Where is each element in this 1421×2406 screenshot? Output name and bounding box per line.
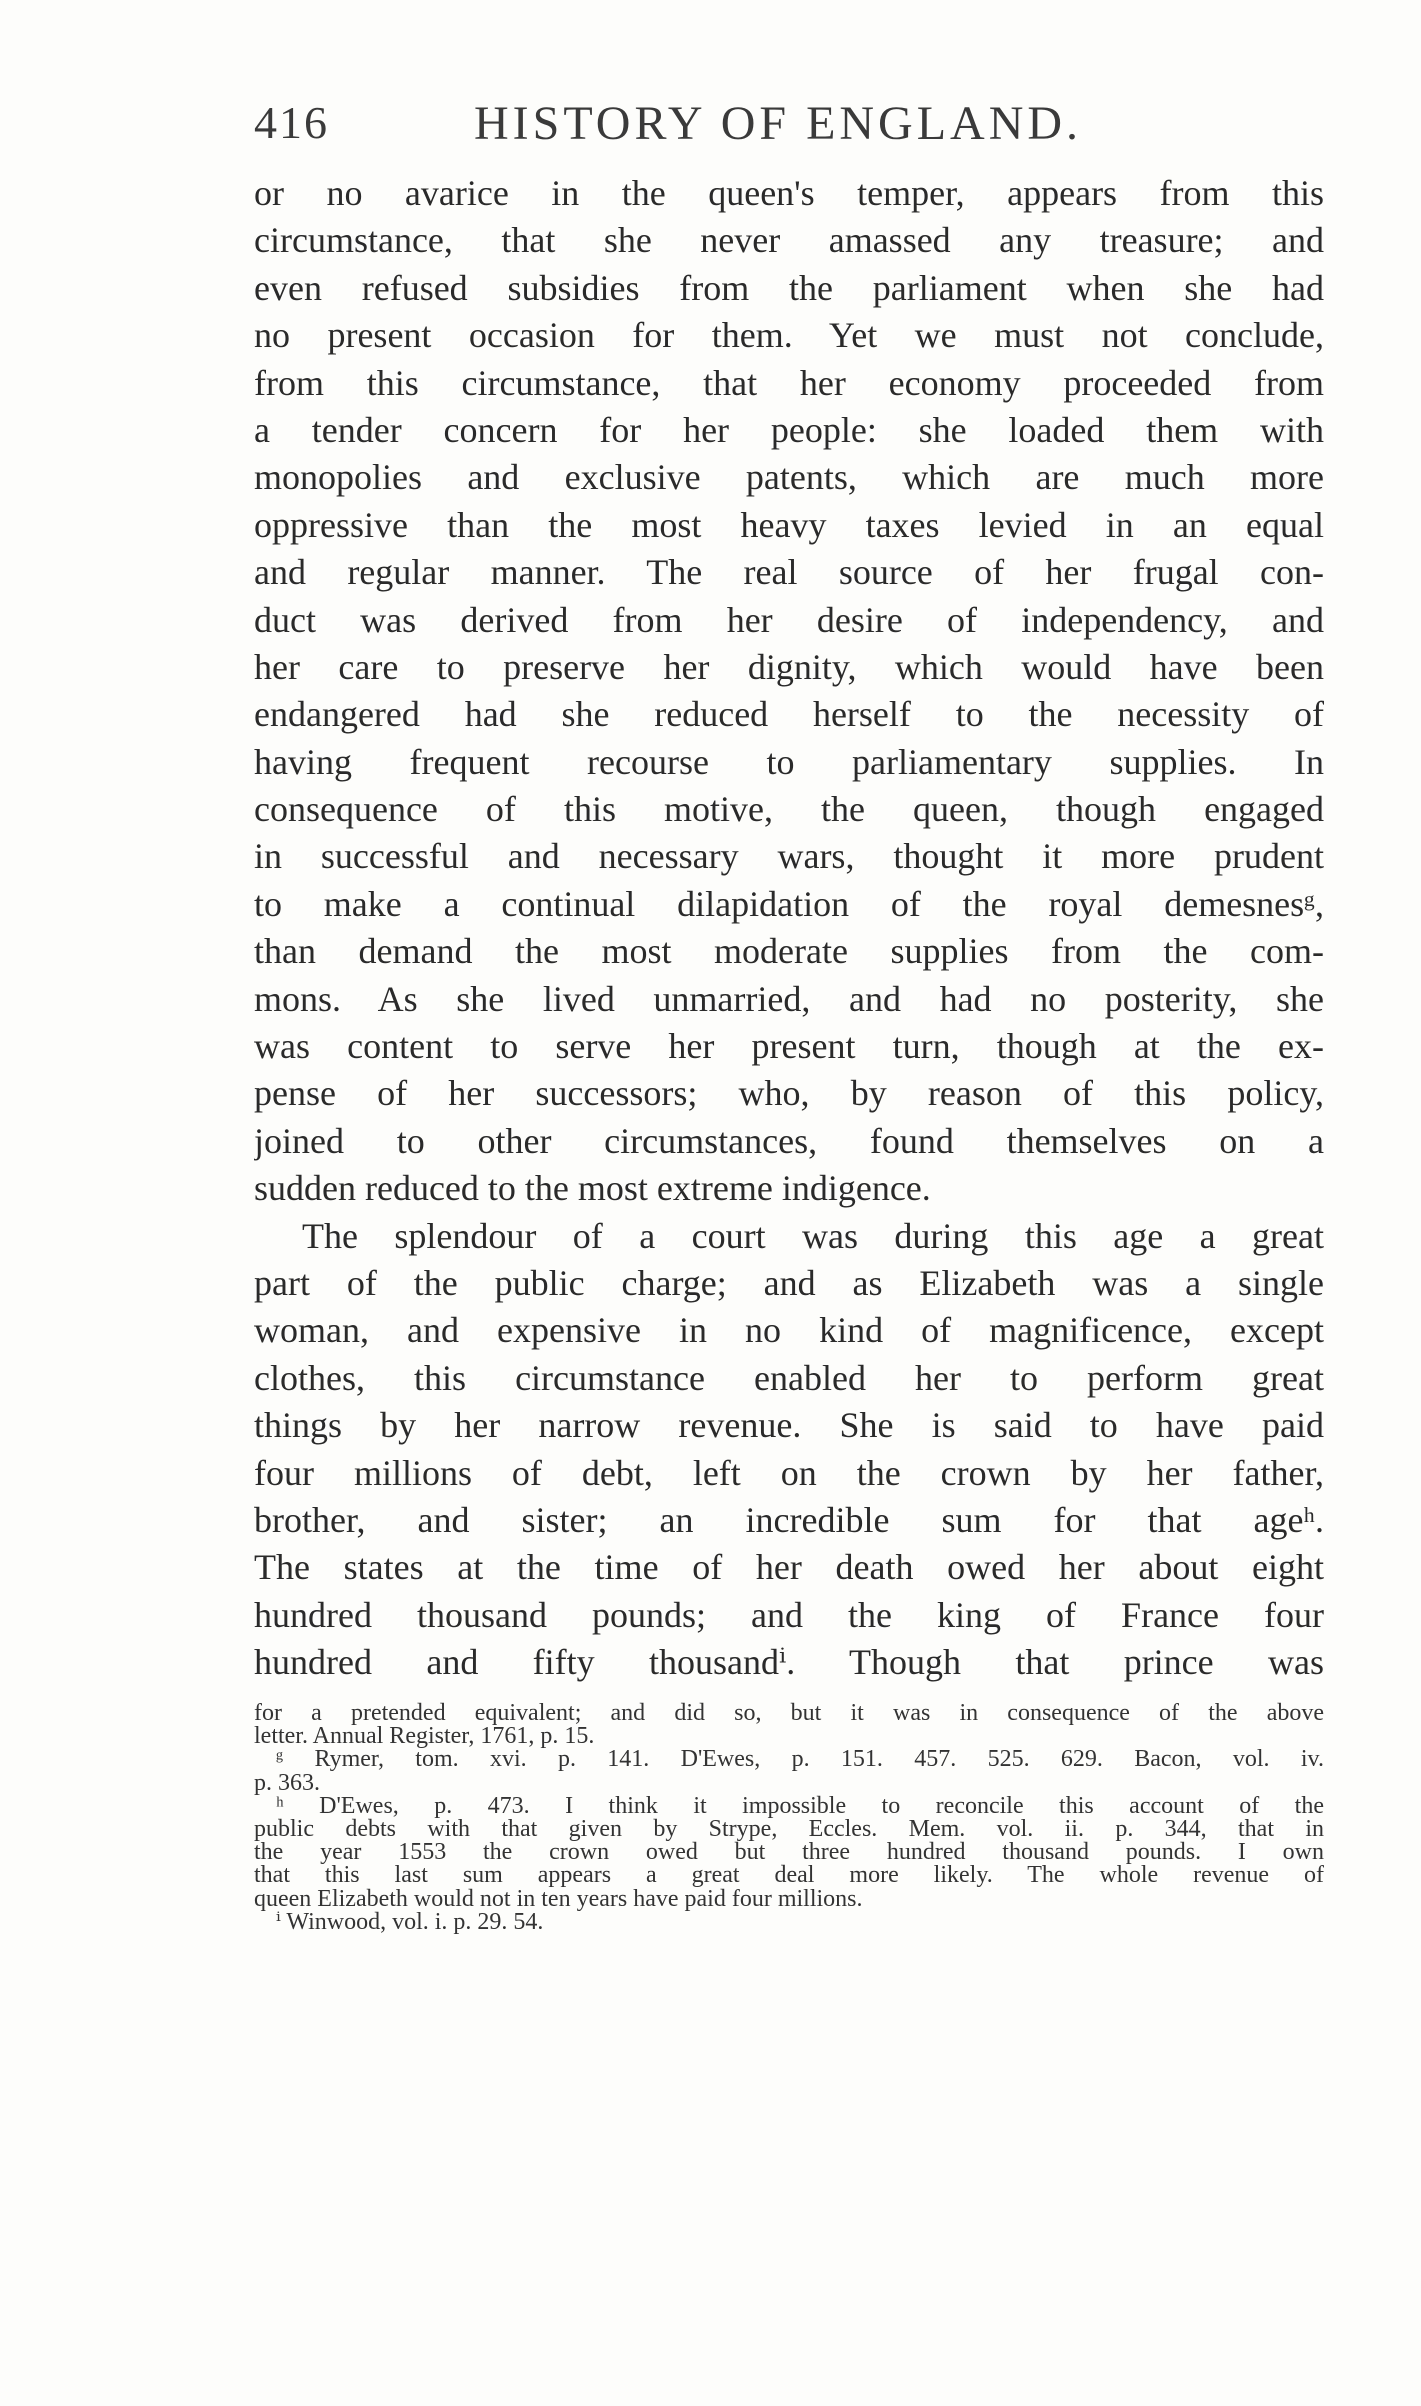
body-line: The splendour of a court was during this age a great — [302, 1215, 1324, 1256]
body-line: pense of her successors; who, by reason of this policy, — [254, 1073, 1324, 1114]
body-line: oppressive than the most heavy taxes levied in an equal — [254, 504, 1324, 545]
body-line: hundred thousand pounds; and the king of France four — [254, 1594, 1324, 1635]
footnotes — [254, 1702, 1324, 1934]
footnote-line: ⁱ Winwood, vol. i. p. 29. 54. — [276, 1910, 544, 1934]
body-line: hundred and fifty thousandⁱ. Though that prince was — [254, 1642, 1324, 1683]
body-line: a tender concern for her people: she loaded them with — [254, 409, 1324, 450]
footnote-line: queen Elizabeth would not in ten years have paid four millions. — [254, 1887, 863, 1911]
body-line: woman, and expensive in no kind of magnificence, except — [254, 1310, 1324, 1351]
footnote-line: for a pretended equivalent; and did so, but it was in consequence of the above — [254, 1702, 1324, 1726]
footnote-line: ᵍ Rymer, tom. xvi. p. 141. D'Ewes, p. 151. 457. 525. 629. Bacon, vol. iv. — [276, 1748, 1324, 1772]
body-line: mons. As she lived unmarried, and had no posterity, she — [254, 978, 1324, 1019]
page-header — [254, 96, 1334, 166]
body-line: in successful and necessary wars, thought it more prudent — [254, 836, 1324, 877]
body-line: brother, and sister; an incredible sum for that ageʰ. — [254, 1499, 1324, 1540]
body-line: having frequent recourse to parliamentary supplies. In — [254, 741, 1324, 782]
footnote-line: public debts with that given by Strype, Eccles. Mem. vol. ii. p. 344, that in — [254, 1817, 1324, 1842]
footnote-line: p. 363. — [254, 1771, 320, 1795]
body-line: part of the public charge; and as Elizabeth was a single — [254, 1262, 1324, 1303]
footnote-line: ʰ D'Ewes, p. 473. I think it impossible to reconcile this account of the — [276, 1794, 1324, 1818]
body-line: clothes, this circumstance enabled her to perform great — [254, 1357, 1324, 1398]
body-line: joined to other circumstances, found themselves on a — [254, 1120, 1324, 1161]
body-line: than demand the most moderate supplies from the com- — [254, 931, 1324, 972]
body-line: was content to serve her present turn, though at the ex- — [254, 1026, 1324, 1067]
body-line: sudden reduced to the most extreme indigence. — [254, 1168, 931, 1209]
body-line: consequence of this motive, the queen, though engaged — [254, 789, 1324, 830]
page-number: 416 — [254, 97, 329, 148]
body-line: four millions of debt, left on the crown by her father, — [254, 1452, 1324, 1493]
footnote-line: letter. Annual Register, 1761, p. 15. — [254, 1725, 595, 1749]
body-line: circumstance, that she never amassed any treasure; and — [254, 220, 1324, 261]
body-text — [254, 170, 1324, 1687]
body-line: endangered had she reduced herself to the necessity of — [254, 694, 1324, 735]
body-line: her care to preserve her dignity, which would have been — [254, 646, 1324, 687]
body-line: to make a continual dilapidation of the royal demesnesᵍ, — [254, 883, 1324, 924]
body-line: monopolies and exclusive patents, which are much more — [254, 457, 1324, 498]
body-line: things by her narrow revenue. She is said to have paid — [254, 1405, 1324, 1446]
body-line: or no avarice in the queen's temper, appears from this — [254, 173, 1324, 213]
footnote-line: the year 1553 the crown owed but three hundred thousand pounds. I own — [254, 1841, 1324, 1865]
body-line: even refused subsidies from the parliament when she had — [254, 267, 1324, 308]
body-line: and regular manner. The real source of her frugal con- — [254, 552, 1324, 593]
body-line: duct was derived from her desire of independency, and — [254, 599, 1324, 640]
footnote-line: that this last sum appears a great deal more likely. The whole revenue of — [254, 1864, 1324, 1888]
body-line: no present occasion for them. Yet we must not conclude, — [254, 315, 1324, 356]
running-head: HISTORY OF ENGLAND. — [474, 97, 1083, 150]
body-line: from this circumstance, that her economy proceeded from — [254, 362, 1324, 403]
body-line: The states at the time of her death owed her about eight — [254, 1547, 1324, 1588]
